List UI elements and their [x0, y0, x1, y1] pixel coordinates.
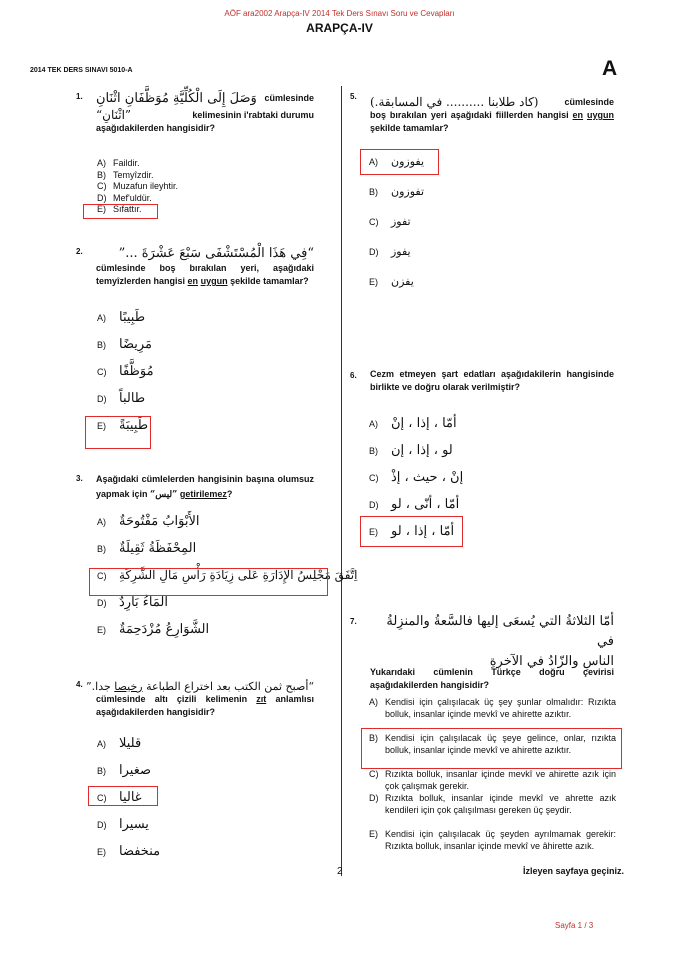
answer-highlight-box — [88, 786, 158, 806]
option-d[interactable]: D) Mef'uldür. — [97, 192, 152, 203]
option-c[interactable]: C) تفوز — [369, 215, 411, 228]
stem-text: Cezm etmeyen şart edatları aşağıdakilerin hangisinde birlikte ve doğru olarak verilmiştir? — [370, 369, 614, 392]
question-7-arabic — [370, 612, 614, 672]
option-b[interactable]: B) Temyîzdir. — [97, 169, 154, 180]
option-d[interactable]: D) يفوز — [369, 245, 411, 258]
option-b[interactable]: B) المِحْفَظَةُ ثَقِيلَةٌ — [97, 541, 197, 556]
option-e[interactable]: E) Kendisi için çalışılacak üç şeyden ayrılmamak gerekir: Rızıkta bolluk, insanlar içinde mevkî ve âhirette azık. — [369, 829, 616, 851]
arabic-sentence: “فِي هَذَا الْمُسْتَشْفَى سَبْعَ عَشْرَةَ ...” — [118, 246, 314, 261]
arabic-sentence: أمّا الثلاثةُ التي يُسعَى إليها فالسَّعةُ والمنزِلةُ في — [386, 614, 614, 649]
option-d[interactable]: D) طالباً — [97, 391, 146, 406]
option-a[interactable]: A) يفوزون — [369, 155, 425, 168]
question-7-options — [369, 697, 616, 865]
option-e[interactable]: E) أمّا ، إذا ، لو — [369, 524, 455, 539]
option-b[interactable]: B) Kendisi için çalışılacak üç şeye gelince, onlar, rızıkta bolluk, insanlar içinde mevkî ve ahirette azıktır. — [369, 733, 616, 755]
stem-text: kelimesinin i'rabtaki durumu — [192, 110, 314, 120]
sheet-counter: Sayfa 1 / 3 — [555, 921, 594, 930]
option-a[interactable]: A) طَبِيبًا — [97, 310, 146, 325]
next-page-note: İzleyen sayfaya geçiniz. — [523, 866, 625, 876]
option-a[interactable]: A) أمّا ، إذا ، إنْ — [369, 416, 457, 431]
question-number: 7. — [350, 617, 357, 626]
answer-highlight-box — [360, 516, 463, 547]
booklet-letter: A — [602, 57, 618, 80]
answer-highlight-box — [83, 204, 158, 219]
underlined-word: رخيصا — [114, 680, 143, 693]
stem-text: cümlesinde — [264, 93, 314, 103]
question-5-stem — [370, 96, 614, 135]
stem-emphasis: en — [187, 276, 199, 286]
question-number: 5. — [350, 92, 357, 101]
exam-code: 2014 TEK DERS SINAVI 5010-A — [30, 67, 133, 74]
stem-text: Aşağıdaki cümlelerden hangisinin başına olumsuz yapmak için — [96, 474, 314, 499]
option-d[interactable]: D) يسيرا — [97, 817, 149, 832]
option-c[interactable]: C) Muzafun ileyhtir. — [97, 181, 179, 191]
stem-text: cümlesinde altı çizili kelimenin — [96, 694, 248, 704]
question-2-stem — [96, 247, 314, 288]
stem-text: şekilde tamamlar? — [230, 276, 309, 286]
option-c[interactable]: C) Rızıkta bolluk, insanlar içinde mevkî ve ahirette azık için çok çalışmak gerekir. — [369, 769, 616, 791]
option-d[interactable]: D) أمّا ، أنّى ، لو — [369, 497, 460, 512]
option-c[interactable]: C) غاليا — [97, 790, 142, 805]
stem-emphasis: getirilemez — [179, 489, 227, 499]
question-7-stem — [370, 666, 614, 692]
option-c[interactable]: C) مُوَظَّفًا — [97, 364, 154, 379]
answer-highlight-box — [85, 416, 151, 449]
question-1-stem — [96, 92, 314, 135]
question-5-options — [369, 156, 424, 306]
stem-emphasis: zıt — [256, 694, 267, 704]
option-b[interactable]: B) صغيرا — [97, 763, 152, 778]
option-d[interactable]: D) Rızıkta bolluk, insanlar içinde mevkî ve ahrette azık kendileri için çok çalışılması gereken üç şeydir. — [369, 793, 616, 815]
answer-highlight-box — [360, 149, 439, 175]
option-a[interactable]: A) الأَبْوَابُ مَفْتُوحَةٌ — [97, 514, 200, 529]
stem-text: aşağıdakilerden hangisidir? — [96, 123, 216, 133]
stem-text: Yukarıdaki cümlenin Türkçe doğru çevirisi aşağıdakilerden hangisidir? — [370, 667, 614, 690]
stem-text: boş bırakılan yeri aşağıdaki fiillerden hangisi — [370, 110, 569, 120]
question-6-stem — [370, 368, 614, 394]
option-e[interactable]: E) منخفضا — [97, 844, 161, 859]
question-3-stem — [96, 472, 314, 503]
question-number: 3. — [76, 474, 83, 483]
answer-highlight-box — [89, 568, 328, 596]
option-e[interactable]: E) Sıfattır. — [97, 204, 142, 214]
stem-emphasis: en — [572, 110, 584, 120]
option-c[interactable]: C) اِتَّفَقَ مَجْلِسُ الإِدَارَةِ عَلَى زِيَادَةِ رَأْسِ مَالِ الشَّرِكَةِ — [97, 568, 358, 582]
question-4-stem — [86, 680, 314, 719]
question-number: 2. — [76, 247, 83, 256]
page-number: 2 — [337, 866, 343, 877]
arabic-sentence: وَصَلَ إِلَى الْكُلِّيَّةِ مُوَظَّفَانِ اثْنَانِ — [96, 91, 257, 106]
option-e[interactable]: E) طَبِيبَةً — [97, 418, 149, 433]
arabic-sentence: (كاد طلابنا .......... في المسابقة.) — [370, 95, 539, 109]
column-divider — [341, 86, 342, 876]
stem-emphasis: uygun — [586, 110, 614, 120]
option-a[interactable]: A) Faildir. — [97, 158, 140, 168]
stem-emphasis: uygun — [200, 276, 228, 286]
option-b[interactable]: B) مَرِيضًا — [97, 337, 152, 352]
page-title: ARAPÇA-IV — [306, 21, 373, 35]
question-number: 6. — [350, 371, 357, 380]
stem-text: şekilde tamamlar? — [370, 123, 449, 133]
option-e[interactable]: E) الشَّوَارِعُ مُزْدَحِمَةٌ — [97, 622, 210, 637]
stem-text: cümlesinde — [564, 97, 614, 107]
arabic-sentence: الناسِ والزّادُ في الآخرةِ — [489, 654, 614, 669]
option-b[interactable]: B) تفوزون — [369, 185, 425, 198]
arabic-word: “ليس” — [150, 490, 178, 500]
document-source-note: AÖF ara2002 Arapça-IV 2014 Tek Ders Sınavı Soru ve Cevapları — [224, 9, 455, 18]
stem-text: anlamlısı aşağıdakilerden hangisidir? — [96, 694, 314, 717]
stem-text: ? — [226, 489, 233, 499]
option-d[interactable]: D) المَاءُ بَارِدٌ — [97, 595, 168, 610]
arabic-sentence: “أصبح ثمن الكتب بعد اختراع الطباعة رخيصا جدا.” — [86, 680, 314, 693]
question-number: 1. — [76, 92, 83, 101]
option-a[interactable]: A) قليلا — [97, 736, 142, 751]
answer-highlight-box — [361, 728, 622, 769]
option-e[interactable]: E) يفزن — [369, 275, 414, 288]
question-number: 4. — [76, 680, 83, 689]
option-b[interactable]: B) لو ، إذا ، إن — [369, 443, 453, 458]
stem-text: cümlesinde boş bırakılan yeri, aşağıdaki temyîzlerden hangisi — [96, 263, 314, 286]
option-c[interactable]: C) إنْ ، حيث ، إذْ — [369, 470, 464, 485]
arabic-word: “اثْنَانِ” — [96, 108, 132, 122]
option-a[interactable]: A) Kendisi için çalışılacak üç şey şunlar olmalıdır: Rızıkta bolluk, insanlar içinde mevkî ve ahirette azıktır. — [369, 697, 616, 719]
